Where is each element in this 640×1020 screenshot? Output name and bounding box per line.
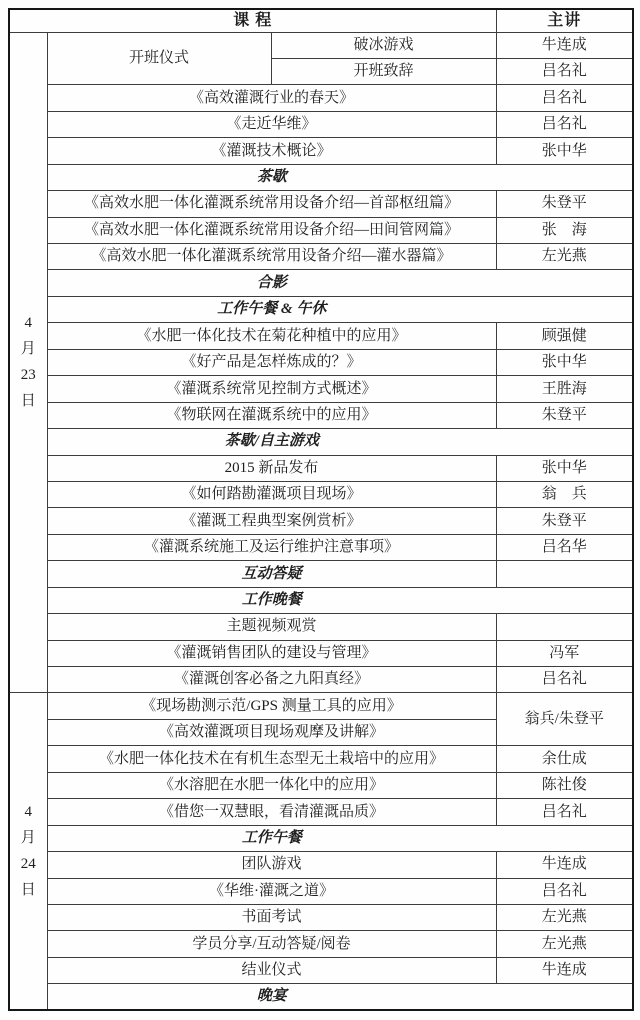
table-row <box>9 561 633 587</box>
course-cell: 《高效灌溉行业的春天》 <box>47 85 496 111</box>
date-cell <box>9 693 47 1010</box>
speaker-cell: 余仕成 <box>496 746 633 772</box>
table-row <box>9 296 633 322</box>
speaker-cell: 张中华 <box>496 349 633 375</box>
table-row <box>9 244 633 270</box>
course-cell: 《现场勘测示范/GPS 测量工具的应用》 <box>47 693 496 719</box>
course-cell: 《高效水肥一体化灌溉系统常用设备介绍—田间管网篇》 <box>47 217 496 243</box>
date-char: 月 <box>20 830 36 847</box>
speaker-cell: 吕名华 <box>496 534 633 560</box>
date-char: 24 <box>20 856 36 873</box>
speaker-cell <box>496 296 633 322</box>
speaker-cell <box>496 429 633 455</box>
header-row <box>9 9 633 32</box>
banner-cell: 工作午餐 <box>47 825 496 851</box>
course-cell: 结业仪式 <box>47 957 496 983</box>
course-cell: 《借您一双慧眼，看清灌溉品质》 <box>47 799 496 825</box>
speaker-cell <box>496 270 633 296</box>
course-cell: 2015 新品发布 <box>47 455 496 481</box>
table-row <box>9 799 633 825</box>
speaker-cell: 吕名礼 <box>496 58 633 84</box>
course-cell: 《灌溉系统施工及运行维护注意事项》 <box>47 534 496 560</box>
course-cell: 《走近华维》 <box>47 111 496 137</box>
speaker-cell: 左光燕 <box>496 244 633 270</box>
header-speaker-label: 主讲 <box>496 9 633 32</box>
course-cell: 《灌溉工程典型案例赏析》 <box>47 508 496 534</box>
table-row <box>9 138 633 164</box>
table-row <box>9 402 633 428</box>
course-cell: 《灌溉系统常见控制方式概述》 <box>47 376 496 402</box>
banner-cell: 工作晚餐 <box>47 587 496 613</box>
speaker-cell: 牛连成 <box>496 852 633 878</box>
course-group-cell: 开班仪式 <box>47 32 271 85</box>
speaker-cell <box>496 587 633 613</box>
date-char: 4 <box>24 804 32 821</box>
speaker-cell: 朱登平 <box>496 191 633 217</box>
speaker-cell: 牛连成 <box>496 957 633 983</box>
header-course-label: 课 程 <box>9 9 496 32</box>
table-row <box>9 323 633 349</box>
speaker-cell: 张中华 <box>496 455 633 481</box>
table-row <box>9 852 633 878</box>
date-char: 23 <box>20 367 36 384</box>
table-row <box>9 534 633 560</box>
course-cell: 《华维·灌溉之道》 <box>47 878 496 904</box>
banner-cell: 茶歇/自主游戏 <box>47 429 496 455</box>
table-row <box>9 191 633 217</box>
course-cell: 《如何踏勘灌溉项目现场》 <box>47 481 496 507</box>
table-row <box>9 164 633 190</box>
table-row <box>9 904 633 930</box>
speaker-cell <box>496 984 633 1010</box>
table-row <box>9 270 633 296</box>
table-row <box>9 746 633 772</box>
date-char: 4 <box>24 315 32 332</box>
schedule-body <box>9 9 633 1010</box>
speaker-cell: 左光燕 <box>496 931 633 957</box>
course-cell: 《灌溉销售团队的建设与管理》 <box>47 640 496 666</box>
date-char: 月 <box>20 341 36 358</box>
table-row <box>9 614 633 640</box>
table-row <box>9 111 633 137</box>
course-cell: 主题视频观赏 <box>47 614 496 640</box>
table-row <box>9 931 633 957</box>
speaker-cell: 冯军 <box>496 640 633 666</box>
speaker-cell: 吕名礼 <box>496 85 633 111</box>
table-row <box>9 772 633 798</box>
date-char: 日 <box>20 393 36 410</box>
table-row <box>9 217 633 243</box>
speaker-cell: 翁 兵 <box>496 481 633 507</box>
speaker-cell: 吕名礼 <box>496 799 633 825</box>
speaker-cell: 吕名礼 <box>496 878 633 904</box>
speaker-cell: 翁兵/朱登平 <box>496 693 633 746</box>
speaker-cell: 张中华 <box>496 138 633 164</box>
speaker-cell <box>496 614 633 640</box>
table-row <box>9 667 633 693</box>
speaker-cell: 朱登平 <box>496 508 633 534</box>
course-cell: 学员分享/互动答疑/阅卷 <box>47 931 496 957</box>
table-row <box>9 85 633 111</box>
course-cell: 《物联网在灌溉系统中的应用》 <box>47 402 496 428</box>
course-cell: 《高效水肥一体化灌溉系统常用设备介绍—首部枢纽篇》 <box>47 191 496 217</box>
course-cell: 《高效水肥一体化灌溉系统常用设备介绍—灌水器篇》 <box>47 244 496 270</box>
course-cell: 《好产品是怎样炼成的？》 <box>47 349 496 375</box>
course-cell: 开班致辞 <box>271 58 496 84</box>
table-row <box>9 984 633 1010</box>
schedule-table <box>8 8 634 1011</box>
speaker-cell: 吕名礼 <box>496 667 633 693</box>
speaker-cell: 张 海 <box>496 217 633 243</box>
banner-cell: 互动答疑 <box>47 561 496 587</box>
date-cell <box>9 32 47 693</box>
course-cell: 《水肥一体化技术在有机生态型无土栽培中的应用》 <box>47 746 496 772</box>
table-row <box>9 349 633 375</box>
speaker-cell <box>496 825 633 851</box>
table-row <box>9 587 633 613</box>
speaker-cell <box>496 164 633 190</box>
banner-cell: 工作午餐 & 午休 <box>47 296 496 322</box>
date-char: 日 <box>20 882 36 899</box>
table-row <box>9 508 633 534</box>
course-cell: 《水溶肥在水肥一体化中的应用》 <box>47 772 496 798</box>
table-row <box>9 376 633 402</box>
speaker-cell: 吕名礼 <box>496 111 633 137</box>
table-row <box>9 32 633 58</box>
course-cell: 《高效灌溉项目现场观摩及讲解》 <box>47 719 496 745</box>
course-cell: 团队游戏 <box>47 852 496 878</box>
table-row <box>9 957 633 983</box>
banner-cell: 晚宴 <box>47 984 496 1010</box>
table-row <box>9 481 633 507</box>
banner-cell: 合影 <box>47 270 496 296</box>
table-row <box>9 878 633 904</box>
speaker-cell: 顾强健 <box>496 323 633 349</box>
course-cell: 书面考试 <box>47 904 496 930</box>
course-cell: 《灌溉创客必备之九阳真经》 <box>47 667 496 693</box>
course-cell: 《水肥一体化技术在菊花种植中的应用》 <box>47 323 496 349</box>
speaker-cell: 朱登平 <box>496 402 633 428</box>
speaker-cell: 王胜海 <box>496 376 633 402</box>
speaker-cell: 左光燕 <box>496 904 633 930</box>
table-row <box>9 825 633 851</box>
table-row <box>9 693 633 719</box>
speaker-cell: 牛连成 <box>496 32 633 58</box>
table-row <box>9 429 633 455</box>
banner-cell: 茶歇 <box>47 164 496 190</box>
course-cell: 《灌溉技术概论》 <box>47 138 496 164</box>
course-cell: 破冰游戏 <box>271 32 496 58</box>
speaker-cell: 陈社俊 <box>496 772 633 798</box>
table-row <box>9 640 633 666</box>
speaker-cell <box>496 561 633 587</box>
table-row <box>9 455 633 481</box>
